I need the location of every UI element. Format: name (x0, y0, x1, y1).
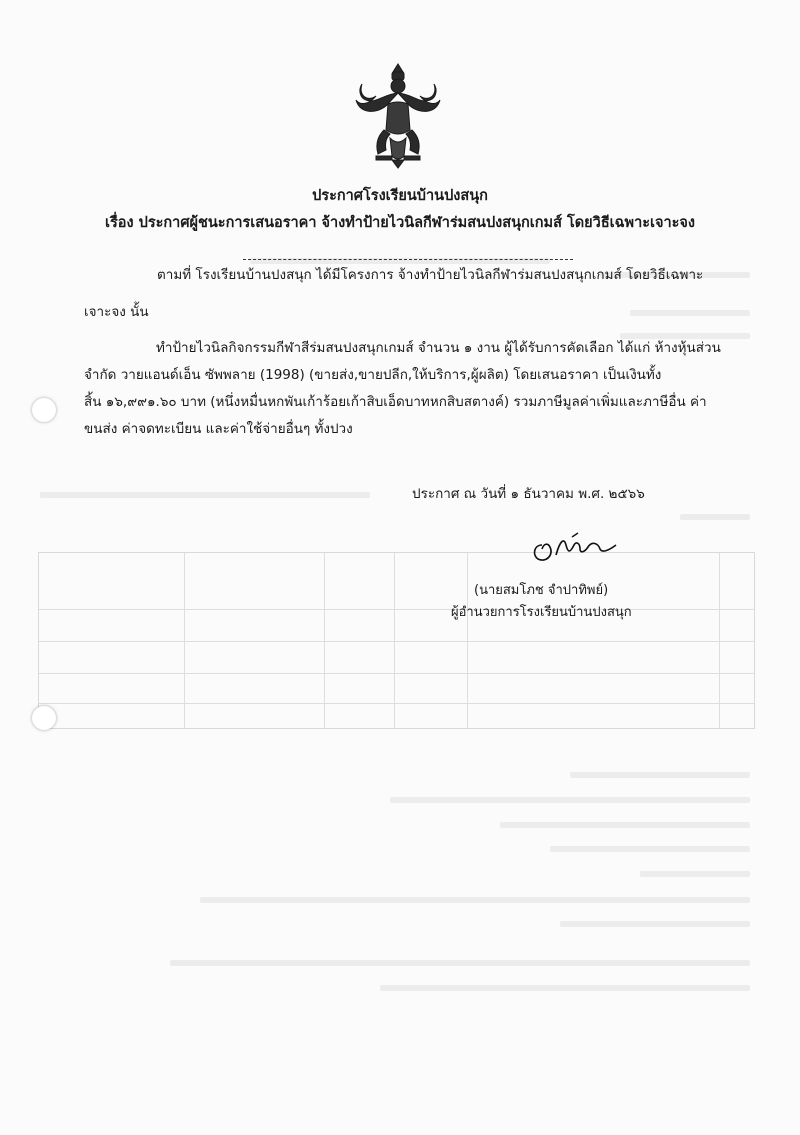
body-line: ขนส่ง ค่าจดทะเบียน และค่าใช้จ่ายอื่นๆ ทั้งปวง (84, 421, 353, 437)
body-line: ทำป้ายไวนิลกิจกรรมกีฬาสีร่มสนปงสนุกเกมส์ จำนวน ๑ งาน ผู้ได้รับการคัดเลือก ได้แก่ ห้างหุ้นส่วน (156, 340, 721, 356)
org-title: ประกาศโรงเรียนบ้านปงสนุก (312, 188, 488, 204)
bleed-through-line (680, 514, 750, 520)
bleed-through-line (380, 985, 750, 991)
bleed-through-line (630, 310, 750, 316)
bleed-through-table (38, 552, 755, 729)
bleed-through-line (40, 492, 370, 498)
bleed-through-line (170, 960, 750, 966)
bleed-through-line (640, 871, 750, 877)
bleed-through-line (390, 797, 750, 803)
body-line: สิ้น ๑๖,๙๙๑.๖๐ บาท (หนึ่งหมื่นหกพันเก้าร้อยเก้าสิบเอ็ดบาทหกสิบสตางค์) รวมภาษีมูลค่าเพิ่มและภาษีอื่น ค่า (84, 394, 707, 410)
bleed-through-line (200, 897, 750, 903)
bleed-through-line (500, 822, 750, 828)
date-line: ประกาศ ณ วันที่ ๑ ธันวาคม พ.ศ. ๒๕๖๖ (412, 486, 645, 502)
separator-rule (243, 259, 573, 260)
signer-name: (นายสมโภช จำปาทิพย์) (474, 583, 609, 598)
punch-hole (32, 398, 56, 422)
bleed-through-line (550, 846, 750, 852)
signature-icon (528, 531, 620, 567)
garuda-emblem-icon (354, 60, 442, 170)
body-line: เจาะจง นั้น (84, 304, 149, 320)
bleed-through-line (570, 772, 750, 778)
signer-position: ผู้อำนวยการโรงเรียนบ้านปงสนุก (451, 605, 632, 620)
punch-hole (32, 706, 56, 730)
document-subject: เรื่อง ประกาศผู้ชนะการเสนอราคา จ้างทำป้ายไวนิลกีฬาร่มสนปงสนุกเกมส์ โดยวิธีเฉพาะเจาะจง (105, 215, 695, 231)
body-line: ตามที่ โรงเรียนบ้านปงสนุก ได้มีโครงการ จ้างทำป้ายไวนิลกีฬาร่มสนปงสนุกเกมส์ โดยวิธีเฉพาะ (157, 267, 704, 283)
body-line: จำกัด วายแอนด์เอ็น ซัพพลาย (1998) (ขายส่ง,ขายปลีก,ให้บริการ,ผู้ผลิต) โดยเสนอราคา เป็นเงินทั้ง (84, 367, 662, 383)
bleed-through-line (560, 921, 750, 927)
